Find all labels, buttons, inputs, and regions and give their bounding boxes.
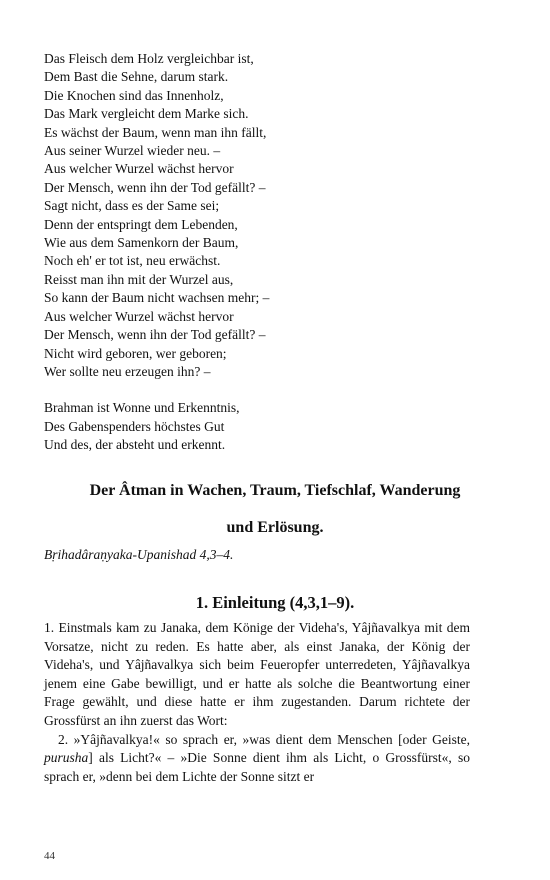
poem-line: Brahman ist Wonne und Erkenntnis, [44, 400, 240, 416]
poem-line: Denn der entspringt dem Lebenden, [44, 216, 238, 232]
page-number: 44 [44, 850, 55, 862]
poem-line: Des Gabenspenders höchstes Gut [44, 418, 225, 434]
poem-line: Aus seiner Wurzel wieder neu. – [44, 143, 221, 159]
poem-line: Das Fleisch dem Holz vergleichbar ist, [44, 51, 254, 66]
poem-line: Sagt nicht, dass es der Same sei; [44, 198, 220, 214]
poem-line: Die Knochen sind das Innenholz, [44, 87, 224, 103]
chapter-title-line-2: und Erlösung. [226, 519, 324, 536]
poem-stanza-2 [44, 399, 269, 454]
paragraph-2-text-a: 2. »Yâjñavalkya!« so sprach er, »was dient dem Menschen [oder Geiste, [58, 731, 470, 747]
poem-line: Das Mark vergleicht dem Marke sich. [44, 106, 249, 122]
poem-line: Wie aus dem Samenkorn der Baum, [44, 235, 239, 251]
poem-line: Der Mensch, wenn ihn der Tod gefällt? – [44, 179, 266, 195]
poem-line: Es wächst der Baum, wenn man ihn fällt, [44, 124, 267, 140]
poem-stanza-1 [44, 50, 269, 381]
chapter-source: Bṛihadâraṇyaka-Upanishad 4,3–4. [44, 547, 234, 562]
poem-line: Dem Bast die Sehne, darum stark. [44, 69, 229, 85]
poem-line: Nicht wird geboren, wer geboren; [44, 345, 227, 361]
poem-line: Aus welcher Wurzel wächst hervor [44, 161, 234, 177]
paragraph-2-text-b: ] als Licht?« – »Die Sonne dient ihm als Licht, o Grossfürst«, so sprach er, »denn bei dem Lichte der Sonne sitzt er [44, 750, 470, 784]
poem-line: Aus welcher Wurzel wächst hervor [44, 308, 234, 324]
poem [44, 50, 269, 455]
poem-line: Der Mensch, wenn ihn der Tod gefällt? – [44, 327, 266, 343]
poem-line: Noch eh' er tot ist, neu erwächst. [44, 253, 221, 269]
section-body [44, 619, 470, 786]
paragraph-2-italic-term: purusha [44, 750, 89, 766]
chapter-title-line-1: Der Âtman in Wachen, Traum, Tiefschlaf, Wanderung [89, 482, 461, 499]
poem-line: So kann der Baum nicht wachsen mehr; – [44, 290, 270, 306]
poem-line: Und des, der absteht und erkennt. [44, 437, 226, 453]
poem-line: Reisst man ihn mit der Wurzel aus, [44, 271, 234, 287]
paragraph-1: 1. Einstmals kam zu Janaka, dem Könige der Videha's, Yâjñavalkya mit dem Vorsatze, nicht zu reden. Es hatte aber, als einst Janaka, der König der Videha's, und Yâjñavalkya sich beim Feueropfer unterredeten, Yâjñavalkya jenem eine Gabe bewilligt, und er hatte als solche die Beantwortung einer Frage gewählt, und diese hatte er ihm zugestanden. Darum richtete der Grossfürst an ihn zuerst das Wort: [44, 620, 470, 728]
section-heading: 1. Einleitung (4,3,1–9). [195, 593, 355, 612]
poem-line: Wer sollte neu erzeugen ihn? – [44, 363, 211, 379]
paragraph-2 [44, 731, 470, 787]
